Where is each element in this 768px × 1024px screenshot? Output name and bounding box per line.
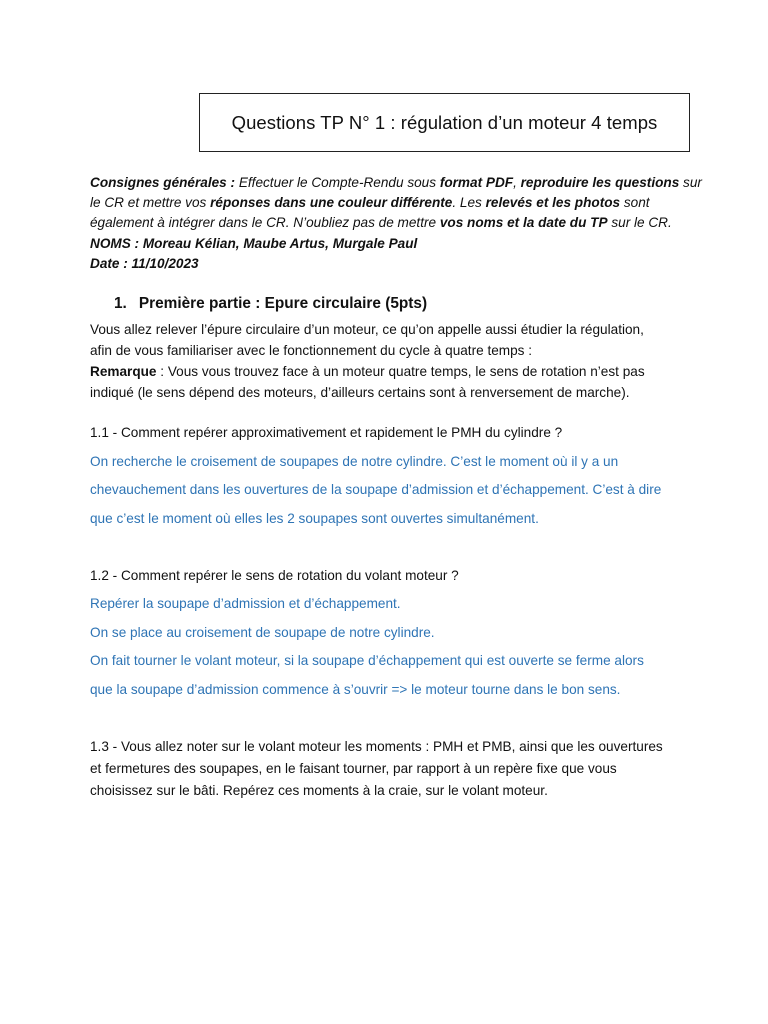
question-1-2: 1.2 - Comment repérer le sens de rotation du volant moteur ?: [90, 568, 459, 583]
section-1-intro: Vous allez relever l’épure circulaire d’un moteur, ce qu’on appelle aussi étudier la régulation, afin de vous familiariser avec le fonctionnement du cycle à quatre temps : Remarque : Vous vous trouvez face à un moteur quatre temps, le sens de rotation n’est pas indiqué (le sens dépend des moteurs, d’ailleurs certains sont à renversement de marche).: [90, 319, 680, 403]
answer-1-1-line-3: que c’est le moment où elles les 2 soupapes sont ouvertes simultanément.: [90, 511, 539, 526]
instructions-line-1: Consignes générales : Effectuer le Compte-Rendu sous format PDF, reproduire les questions sur: [90, 175, 702, 190]
student-names: NOMS : Moreau Kélian, Maube Artus, Murgale Paul: [90, 235, 418, 251]
remark-label: Remarque: [90, 364, 157, 379]
general-instructions: [90, 173, 702, 274]
instructions-line-2: le CR et mettre vos réponses dans une couleur différente. Les relevés et les photos sont: [90, 195, 650, 211]
answer-1-2-line-1: Repérer la soupape d’admission et d’échappement.: [90, 596, 401, 611]
section-1-heading: [114, 295, 427, 313]
answer-1-1-line-1: On recherche le croisement de soupapes de notre cylindre. C’est le moment où il y a un: [90, 454, 619, 469]
answer-1-1-line-2: chevauchement dans les ouvertures de la soupape d’admission et d’échappement. C’est à dire: [90, 482, 662, 497]
tp-date: Date : 11/10/2023: [90, 255, 199, 271]
answer-1-2-line-3: On fait tourner le volant moteur, si la soupape d’échappement qui est ouverte se ferme alors: [90, 653, 644, 668]
document-title: Questions TP N° 1 : régulation d’un moteur 4 temps: [231, 111, 658, 133]
section-title: Première partie : Epure circulaire (5pts): [138, 295, 428, 312]
remark: Remarque : Vous vous trouvez face à un moteur quatre temps, le sens de rotation n’est pas: [90, 364, 645, 379]
question-1-3: 1.3 - Vous allez noter sur le volant moteur les moments : PMH et PMB, ainsi que les ouvertures et fermetures des soupapes, en le faisant tourner, par rapport à un repère fixe que vous choisissez sur le bâti. Repérez ces moments à la craie, sur le volant moteur.: [90, 739, 663, 798]
question-1-1: 1.1 - Comment repérer approximativement et rapidement le PMH du cylindre ?: [90, 425, 563, 440]
answer-1-2-line-4: que la soupape d’admission commence à s’ouvrir => le moteur tourne dans le bon sens.: [90, 682, 621, 697]
instructions-line-3: également à intégrer dans le CR. N’oubliez pas de mettre vos noms et la date du TP sur le CR.: [90, 215, 672, 231]
answer-1-2-line-2: On se place au croisement de soupape de notre cylindre.: [90, 625, 435, 640]
instructions-label: Consignes générales :: [90, 175, 236, 190]
title-box: [199, 93, 690, 152]
section-number: 1.: [114, 295, 127, 312]
